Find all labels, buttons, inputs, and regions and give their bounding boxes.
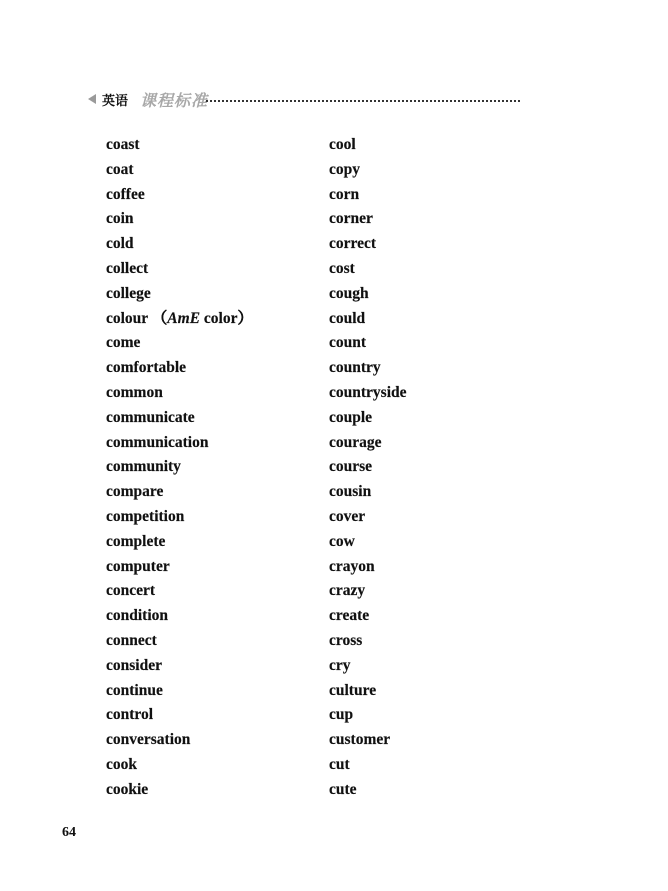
word-item: control	[106, 706, 154, 724]
word-item: coat	[106, 160, 134, 178]
page-number: 64	[62, 825, 76, 840]
running-header	[88, 88, 520, 112]
word-item: community	[106, 458, 181, 476]
word-item: comfortable	[106, 359, 187, 377]
word-item: come	[106, 334, 141, 352]
header-dotted-rule	[206, 100, 520, 102]
word-item: cousin	[329, 483, 372, 501]
word-item: crazy	[329, 582, 366, 600]
word-item: correct	[329, 235, 377, 253]
word-item: cookie	[106, 780, 149, 798]
word-item: competition	[106, 507, 185, 525]
word-item: country	[329, 359, 381, 377]
variant-spelling: color）	[200, 309, 253, 327]
word-item: course	[329, 458, 373, 476]
word-item: cry	[329, 656, 351, 674]
word-item: condition	[106, 607, 169, 625]
word-item: corn	[329, 185, 360, 203]
word-item: countryside	[329, 383, 407, 401]
word-item: collect	[106, 259, 149, 277]
word-item: consider	[106, 656, 162, 674]
word-item: cute	[329, 780, 357, 798]
word-item: communicate	[106, 408, 195, 426]
word-item: copy	[329, 160, 360, 178]
word-list-left	[106, 133, 326, 803]
word-item: corner	[329, 210, 373, 228]
word-item: conversation	[106, 731, 191, 749]
word-item: courage	[329, 433, 382, 451]
word-item: computer	[106, 557, 170, 575]
word-item: crayon	[329, 557, 375, 575]
word-item: cool	[329, 136, 356, 153]
header-title: 课程标准	[140, 91, 209, 110]
word-text: colour	[106, 309, 148, 327]
word-item: cost	[329, 259, 355, 277]
word-item: concert	[106, 582, 156, 600]
word-item: create	[329, 607, 370, 625]
word-item: culture	[329, 681, 377, 699]
word-item: cross	[329, 631, 363, 649]
word-item: communication	[106, 433, 209, 451]
word-item: customer	[329, 731, 391, 749]
word-item: connect	[106, 631, 157, 649]
word-item: cook	[106, 755, 137, 773]
word-item: coin	[106, 210, 134, 228]
word-item: coast	[106, 136, 140, 153]
word-item-colour	[106, 307, 326, 332]
left-arrow-icon	[88, 94, 96, 104]
word-item: complete	[106, 532, 166, 550]
variant-region: AmE	[167, 309, 201, 327]
word-item: college	[106, 284, 151, 302]
word-item: cow	[329, 532, 355, 550]
word-item: cough	[329, 284, 369, 302]
word-item: count	[329, 334, 367, 352]
word-item: cut	[329, 755, 350, 773]
word-item: cover	[329, 507, 366, 525]
word-item: cold	[106, 235, 134, 253]
word-item: common	[106, 383, 163, 401]
header-subject: 英语	[102, 94, 129, 109]
variant-open-paren: （	[151, 309, 168, 327]
word-item: could	[329, 309, 366, 327]
word-item: compare	[106, 483, 164, 501]
word-item: cup	[329, 706, 354, 724]
word-list-right	[329, 133, 549, 803]
word-item: continue	[106, 681, 163, 699]
word-item: coffee	[106, 185, 145, 203]
word-item: couple	[329, 408, 373, 426]
